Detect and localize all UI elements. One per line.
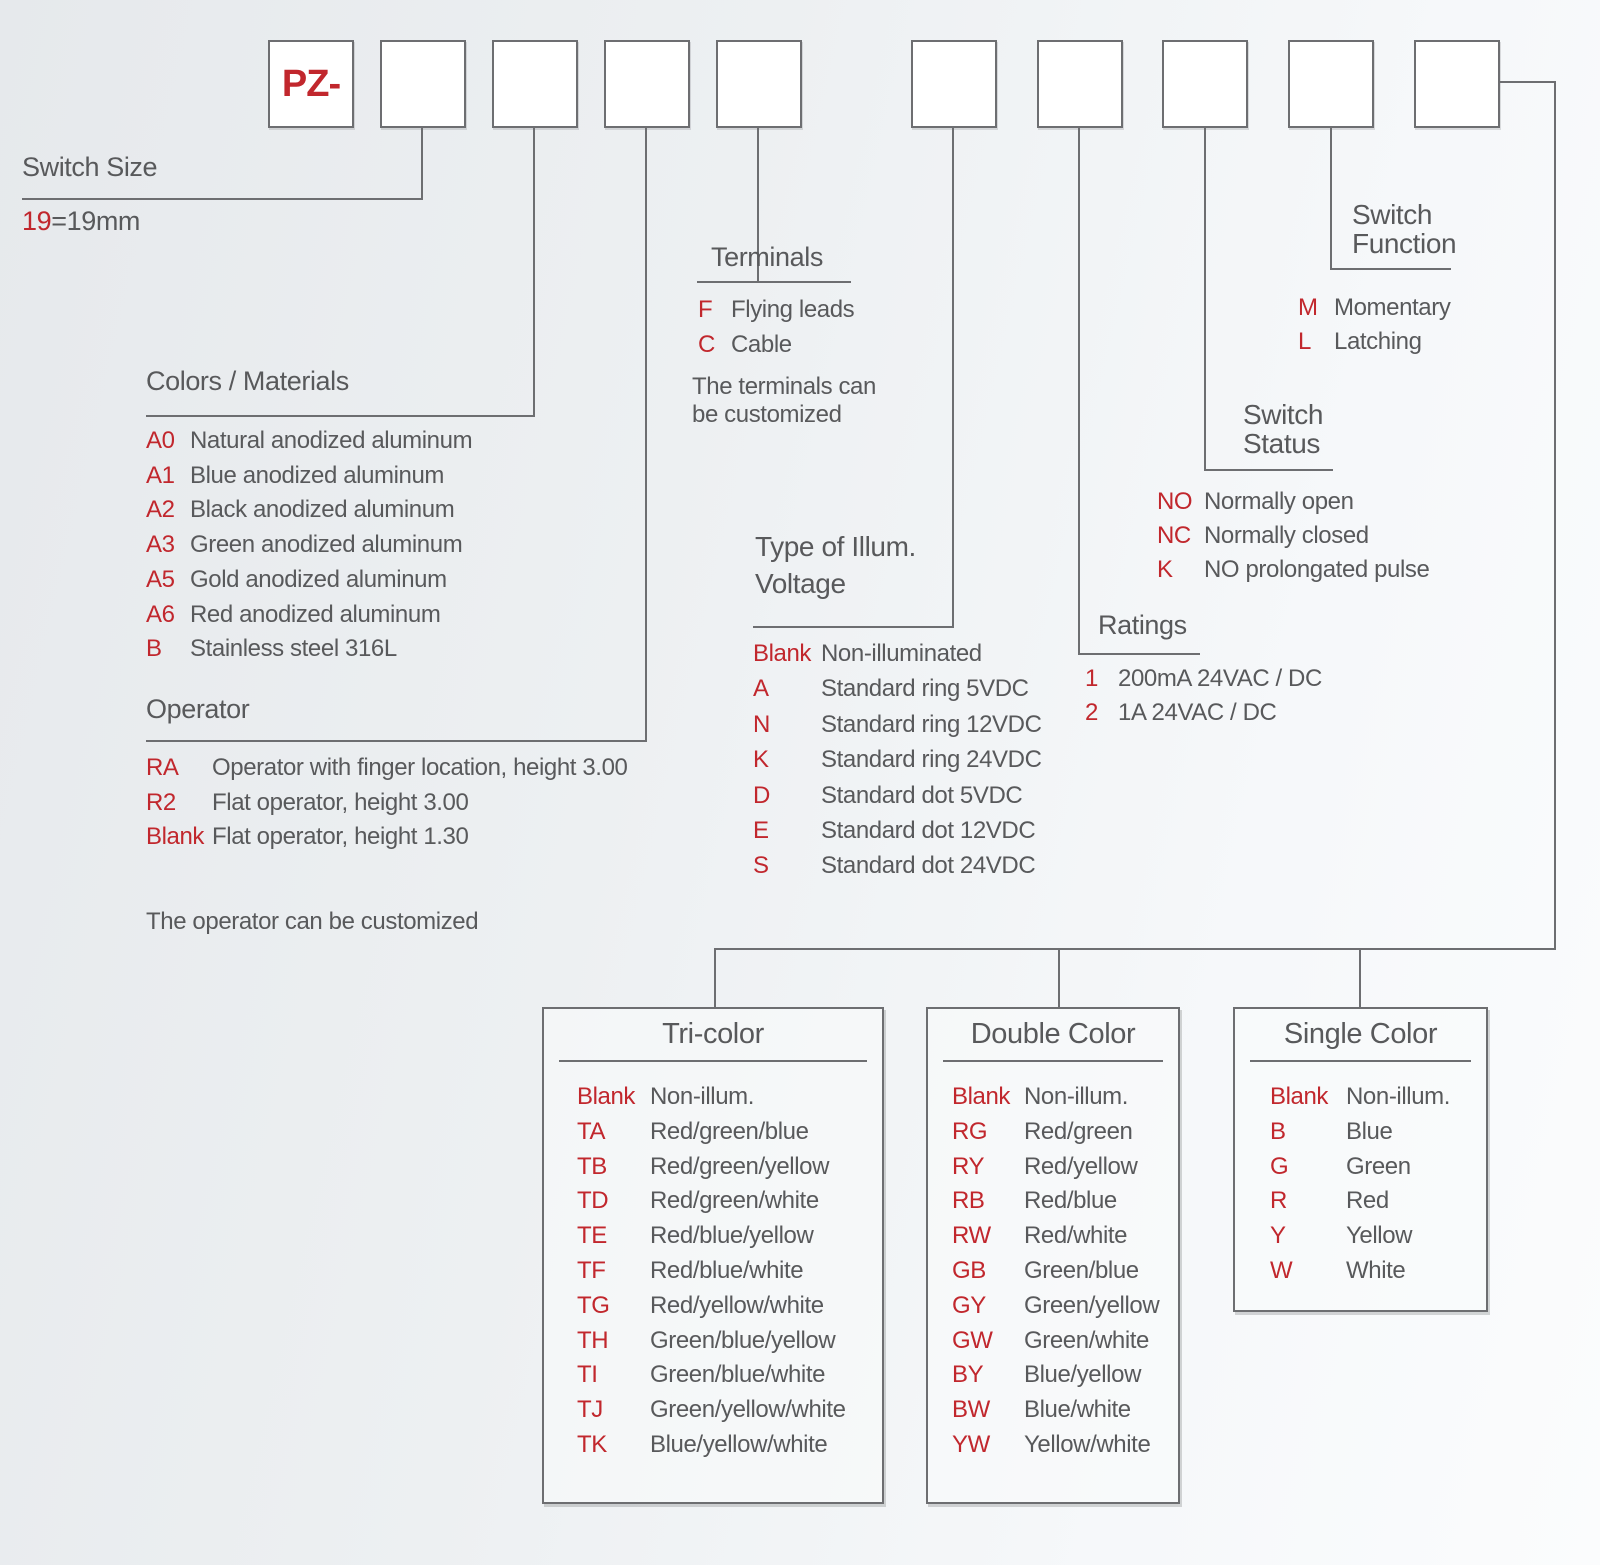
list-item: L Latching — [1298, 328, 1422, 355]
double-color-table — [926, 1007, 1180, 1504]
connector-line — [1554, 81, 1556, 950]
digit-box-terminals — [716, 40, 802, 128]
connector-line — [714, 948, 716, 1009]
divider — [1250, 1060, 1471, 1062]
colors-materials-list — [146, 424, 472, 667]
digit-box-color-material — [492, 40, 578, 128]
table-row: W White — [1270, 1256, 1406, 1284]
connector-line — [146, 740, 647, 742]
switch-status-title-line1: Switch — [1243, 399, 1324, 430]
tri-color-table — [542, 1007, 884, 1504]
tri-color-list — [544, 1080, 882, 1463]
table-row: RY Red/yellow — [952, 1152, 1138, 1180]
list-item: Blank Non-illuminated — [753, 640, 982, 667]
list-item: E Standard dot 12VDC — [753, 817, 1036, 845]
connector-line — [1078, 653, 1200, 655]
table-row: TG Red/yellow/white — [577, 1291, 824, 1319]
single-color-table — [1233, 1007, 1488, 1312]
connector-line — [753, 626, 954, 628]
connector-line — [645, 126, 647, 742]
connector-line — [714, 948, 1556, 950]
list-item: Blank Flat operator, height 1.30 — [146, 823, 469, 851]
operator-title: Operator — [146, 694, 250, 724]
list-item: NC Normally closed — [1157, 522, 1369, 549]
switch-size-title: Switch Size — [22, 152, 158, 182]
single-color-list — [1235, 1080, 1486, 1289]
operator-list — [146, 751, 627, 855]
table-row: TF Red/blue/white — [577, 1256, 804, 1284]
list-item: A Standard ring 5VDC — [753, 675, 1029, 703]
table-row: TJ Green/yellow/white — [577, 1396, 846, 1424]
list-item: A5 Gold anodized aluminum — [146, 565, 447, 593]
double-color-table-title: Double Color — [970, 1018, 1136, 1050]
connector-line — [533, 126, 535, 417]
double-color-list — [928, 1080, 1178, 1463]
table-row: RG Red/green — [952, 1117, 1133, 1145]
list-item: K Standard ring 24VDC — [753, 746, 1042, 774]
table-row: Y Yellow — [1270, 1222, 1413, 1250]
table-row: RB Red/blue — [952, 1187, 1117, 1215]
table-row: B Blue — [1270, 1117, 1393, 1145]
list-item: N Standard ring 12VDC — [753, 710, 1042, 738]
table-row: Blank Non-illum. — [1270, 1083, 1451, 1110]
list-item: A2 Black anodized aluminum — [146, 496, 455, 524]
illum-voltage-list — [753, 636, 1042, 884]
table-row: TE Red/blue/yellow — [577, 1222, 814, 1250]
terminals-note: The terminals can be customized — [692, 373, 876, 428]
table-row: Blank Non-illum. — [577, 1083, 755, 1110]
table-row: TK Blue/yellow/white — [577, 1430, 828, 1458]
ratings-list — [1085, 662, 1322, 730]
list-item: D Standard dot 5VDC — [753, 781, 1023, 809]
list-item: A6 Red anodized aluminum — [146, 600, 441, 628]
digit-box-size — [380, 40, 466, 128]
table-row: TI Green/blue/white — [577, 1361, 826, 1389]
single-color-table-title: Single Color — [1283, 1018, 1438, 1050]
switch-status-title-line2: Status — [1243, 428, 1320, 459]
list-item: 2 1A 24VAC / DC — [1085, 699, 1277, 726]
list-item: A1 Blue anodized aluminum — [146, 461, 445, 489]
digit-box-illum-voltage — [911, 40, 997, 128]
table-row: TB Red/green/yellow — [577, 1152, 830, 1180]
connector-line — [1204, 126, 1206, 471]
table-row: R Red — [1270, 1187, 1389, 1215]
digit-box-switch-function — [1288, 40, 1374, 128]
table-row: GY Green/yellow — [952, 1291, 1160, 1319]
connector-line — [1204, 469, 1333, 471]
connector-line — [146, 415, 535, 417]
illum-voltage-title-line1: Type of Illum. — [755, 531, 916, 562]
ratings-title: Ratings — [1098, 610, 1187, 640]
connector-line — [952, 126, 954, 628]
list-item: A3 Green anodized aluminum — [146, 531, 463, 559]
table-row: TA Red/green/blue — [577, 1117, 809, 1145]
switch-status-list — [1157, 485, 1430, 587]
list-item: NO Normally open — [1157, 488, 1354, 515]
switch-function-title-line1: Switch — [1352, 199, 1433, 230]
switch-size-desc: =19mm — [51, 206, 141, 236]
divider — [943, 1060, 1163, 1062]
prefix-label: PZ- — [281, 62, 341, 105]
table-row: RW Red/white — [952, 1222, 1128, 1250]
table-row: BW Blue/white — [952, 1396, 1131, 1424]
prefix-box — [268, 40, 354, 128]
table-row: YW Yellow/white — [952, 1430, 1151, 1458]
table-row: GB Green/blue — [952, 1256, 1139, 1284]
table-row: GW Green/white — [952, 1326, 1149, 1354]
list-item: A0 Natural anodized aluminum — [146, 427, 473, 454]
list-item: C Cable — [698, 331, 792, 358]
list-item: B Stainless steel 316L — [146, 635, 397, 663]
digit-box-illum-color — [1414, 40, 1500, 128]
colors-materials-title: Colors / Materials — [146, 366, 349, 396]
connector-line — [1058, 948, 1060, 1009]
switch-function-list — [1298, 291, 1450, 359]
digit-box-operator — [604, 40, 690, 128]
terminals-list — [698, 292, 854, 362]
connector-line — [1498, 81, 1556, 83]
table-row: G Green — [1270, 1152, 1411, 1180]
list-item: K NO prolongated pulse — [1157, 556, 1430, 583]
table-row: BY Blue/yellow — [952, 1361, 1141, 1389]
list-item: S Standard dot 24VDC — [753, 852, 1036, 880]
tri-color-table-title: Tri-color — [662, 1018, 764, 1050]
switch-size-item — [22, 206, 140, 237]
list-item: RA Operator with finger location, height 3.00 — [146, 754, 628, 781]
digit-box-ratings — [1037, 40, 1123, 128]
table-row: TH Green/blue/yellow — [577, 1326, 836, 1354]
operator-note: The operator can be customized — [146, 908, 479, 935]
list-item: R2 Flat operator, height 3.00 — [146, 788, 469, 816]
switch-function-title-line2: Function — [1352, 228, 1457, 259]
connector-line — [421, 126, 423, 200]
connector-line — [1078, 126, 1080, 655]
list-item: 1 200mA 24VAC / DC — [1085, 665, 1322, 692]
connector-line — [697, 281, 851, 283]
connector-line — [1330, 268, 1451, 270]
digit-box-switch-status — [1162, 40, 1248, 128]
table-row: Blank Non-illum. — [952, 1083, 1129, 1110]
connector-line — [1359, 948, 1361, 1009]
list-item: F Flying leads — [698, 296, 855, 323]
divider — [559, 1060, 867, 1062]
connector-line — [1330, 126, 1332, 270]
illum-voltage-title-line2: Voltage — [755, 568, 846, 599]
connector-line — [22, 198, 423, 200]
list-item: M Momentary — [1298, 294, 1451, 321]
terminals-title: Terminals — [711, 242, 823, 272]
switch-size-code: 19 — [22, 206, 52, 236]
table-row: TD Red/green/white — [577, 1187, 819, 1215]
